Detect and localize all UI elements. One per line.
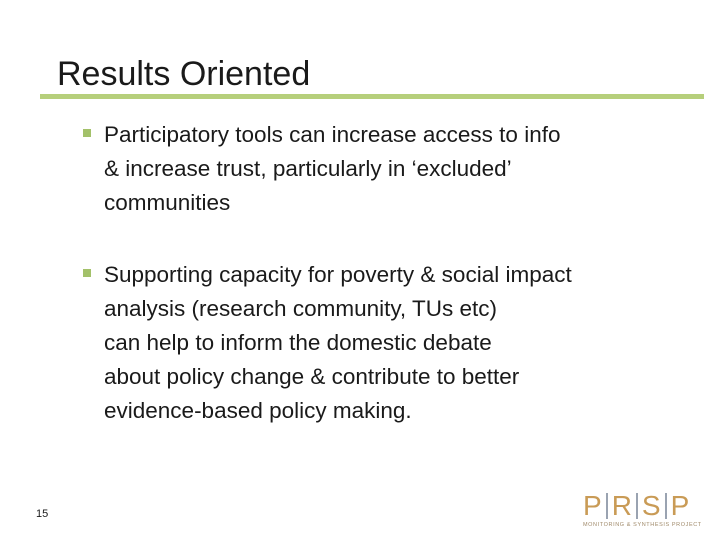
logo-divider — [606, 493, 608, 519]
bullet-line: Supporting capacity for poverty & social impact — [104, 262, 572, 287]
square-bullet-icon — [83, 129, 91, 137]
bullet-line: & increase trust, particularly in ‘excluded’ — [104, 156, 512, 181]
page-number: 15 — [36, 508, 49, 520]
title-underline — [40, 94, 704, 99]
logo-letter: S — [641, 490, 661, 521]
bullet-line: evidence-based policy making. — [104, 398, 412, 423]
logo-divider — [665, 493, 667, 519]
logo-letter: P — [583, 490, 602, 521]
square-bullet-icon — [83, 269, 91, 277]
logo-divider — [636, 493, 638, 519]
bullet-line: can help to inform the domestic debate — [104, 330, 492, 355]
bullet-item — [82, 118, 702, 220]
logo-letters — [583, 492, 709, 520]
bullet-item — [82, 258, 702, 428]
prsp-logo — [583, 492, 709, 532]
bullet-line: analysis (research community, TUs etc) — [104, 296, 498, 321]
slide-title: Results Oriented — [57, 55, 311, 93]
logo-letter: R — [611, 490, 632, 521]
logo-tagline: MONITORING & SYNTHESIS PROJECT — [583, 522, 702, 528]
bullet-list — [82, 118, 702, 428]
bullet-line: Participatory tools can increase access to info — [104, 122, 561, 147]
logo-letter: P — [670, 490, 690, 521]
bullet-line: about policy change & contribute to better — [104, 364, 520, 389]
bullet-line: communities — [104, 190, 231, 215]
